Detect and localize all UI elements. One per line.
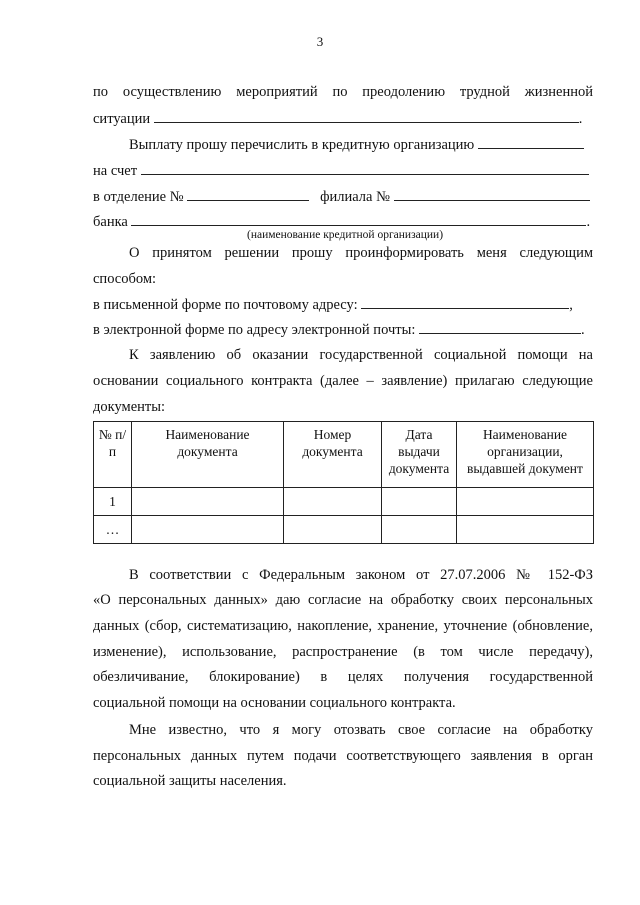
consent-line-1: В соответствии с Федеральным законом от 27.07.2006 № 152-ФЗ [129, 567, 593, 583]
account-line [93, 162, 593, 180]
branch-label: в отделение № [93, 189, 184, 205]
revoke-line-2: персональных данных путем подачи соответствующего заявления в орган [93, 748, 593, 764]
row-number-cell: 1 [94, 488, 132, 516]
attach-line-3: документы: [93, 399, 166, 415]
intro-line-2: ситуации . [93, 111, 583, 127]
doc-number-cell[interactable] [284, 488, 382, 516]
row-number-cell: … [94, 516, 132, 544]
table-row [94, 516, 594, 544]
header-issue-date: Дата выдачи документа [382, 422, 457, 488]
bank-blank[interactable] [131, 213, 586, 226]
postal-line: в письменной форме по почтовому адресу: , [93, 297, 573, 313]
page-number: 3 [316, 34, 324, 49]
documents-table [93, 421, 594, 544]
issue-date-cell[interactable] [382, 516, 457, 544]
doc-name-cell[interactable] [132, 516, 284, 544]
filial-label: филиала № [320, 189, 390, 205]
filial-blank[interactable] [394, 188, 590, 201]
payment-request-line [129, 136, 593, 154]
credit-org-blank[interactable] [478, 136, 584, 149]
bank-caption: (наименование кредитной организации) [247, 229, 444, 241]
bank-label: банка [93, 214, 128, 230]
account-label: на счет [93, 163, 138, 179]
postal-address-blank[interactable] [361, 296, 569, 309]
consent-line-6: социальной помощи на основании социального контракта. [93, 695, 456, 711]
consent-line-3: данных (сбор, систематизацию, накопление, хранение, уточнение (обновление, [93, 618, 593, 634]
revoke-line-3: социальной защиты населения. [93, 773, 287, 789]
branch-blank[interactable] [187, 188, 309, 201]
doc-name-cell[interactable] [132, 488, 284, 516]
inform-line-2: способом: [93, 271, 157, 287]
issue-date-cell[interactable] [382, 488, 457, 516]
intro-line-1: по осуществлению мероприятий по преодолению трудной жизненной [93, 84, 593, 100]
account-blank[interactable] [141, 162, 589, 175]
attach-line-1: К заявлению об оказании государственной социальной помощи на [129, 347, 593, 363]
header-issuing-org: Наименование организации, выдавшей документ [457, 422, 594, 488]
consent-line-2: «О персональных данных» даю согласие на обработку своих персональных [93, 592, 593, 608]
attach-line-2: основании социального контракта (далее – заявление) прилагаю следующие [93, 373, 593, 389]
table-header-row [94, 422, 594, 488]
table-row [94, 488, 594, 516]
branch-line [93, 188, 593, 206]
situation-blank[interactable] [154, 110, 579, 123]
consent-line-5: обезличивание, блокирование) в целях получения государственной [93, 669, 593, 685]
email-line: в электронной форме по адресу электронной почты: . [93, 322, 585, 338]
consent-line-4: изменение), использование, распространение (в том числе передачу), [93, 644, 593, 660]
header-doc-name: Наименование документа [132, 422, 284, 488]
situation-label: ситуации [93, 111, 151, 127]
email-blank[interactable] [419, 321, 581, 334]
email-label: в электронной форме по адресу электронной почты: [93, 322, 416, 338]
postal-label: в письменной форме по почтовому адресу: [93, 297, 358, 313]
issuing-org-cell[interactable] [457, 516, 594, 544]
header-number: № п/п [94, 422, 132, 488]
payment-request-text: Выплату прошу перечислить в кредитную организацию [129, 137, 475, 153]
header-doc-number: Номер документа [284, 422, 382, 488]
inform-line-1: О принятом решении прошу проинформировать меня следующим [129, 245, 593, 261]
revoke-line-1: Мне известно, что я могу отозвать свое согласие на обработку [129, 722, 593, 738]
bank-line: банка . [93, 214, 591, 230]
doc-number-cell[interactable] [284, 516, 382, 544]
issuing-org-cell[interactable] [457, 488, 594, 516]
